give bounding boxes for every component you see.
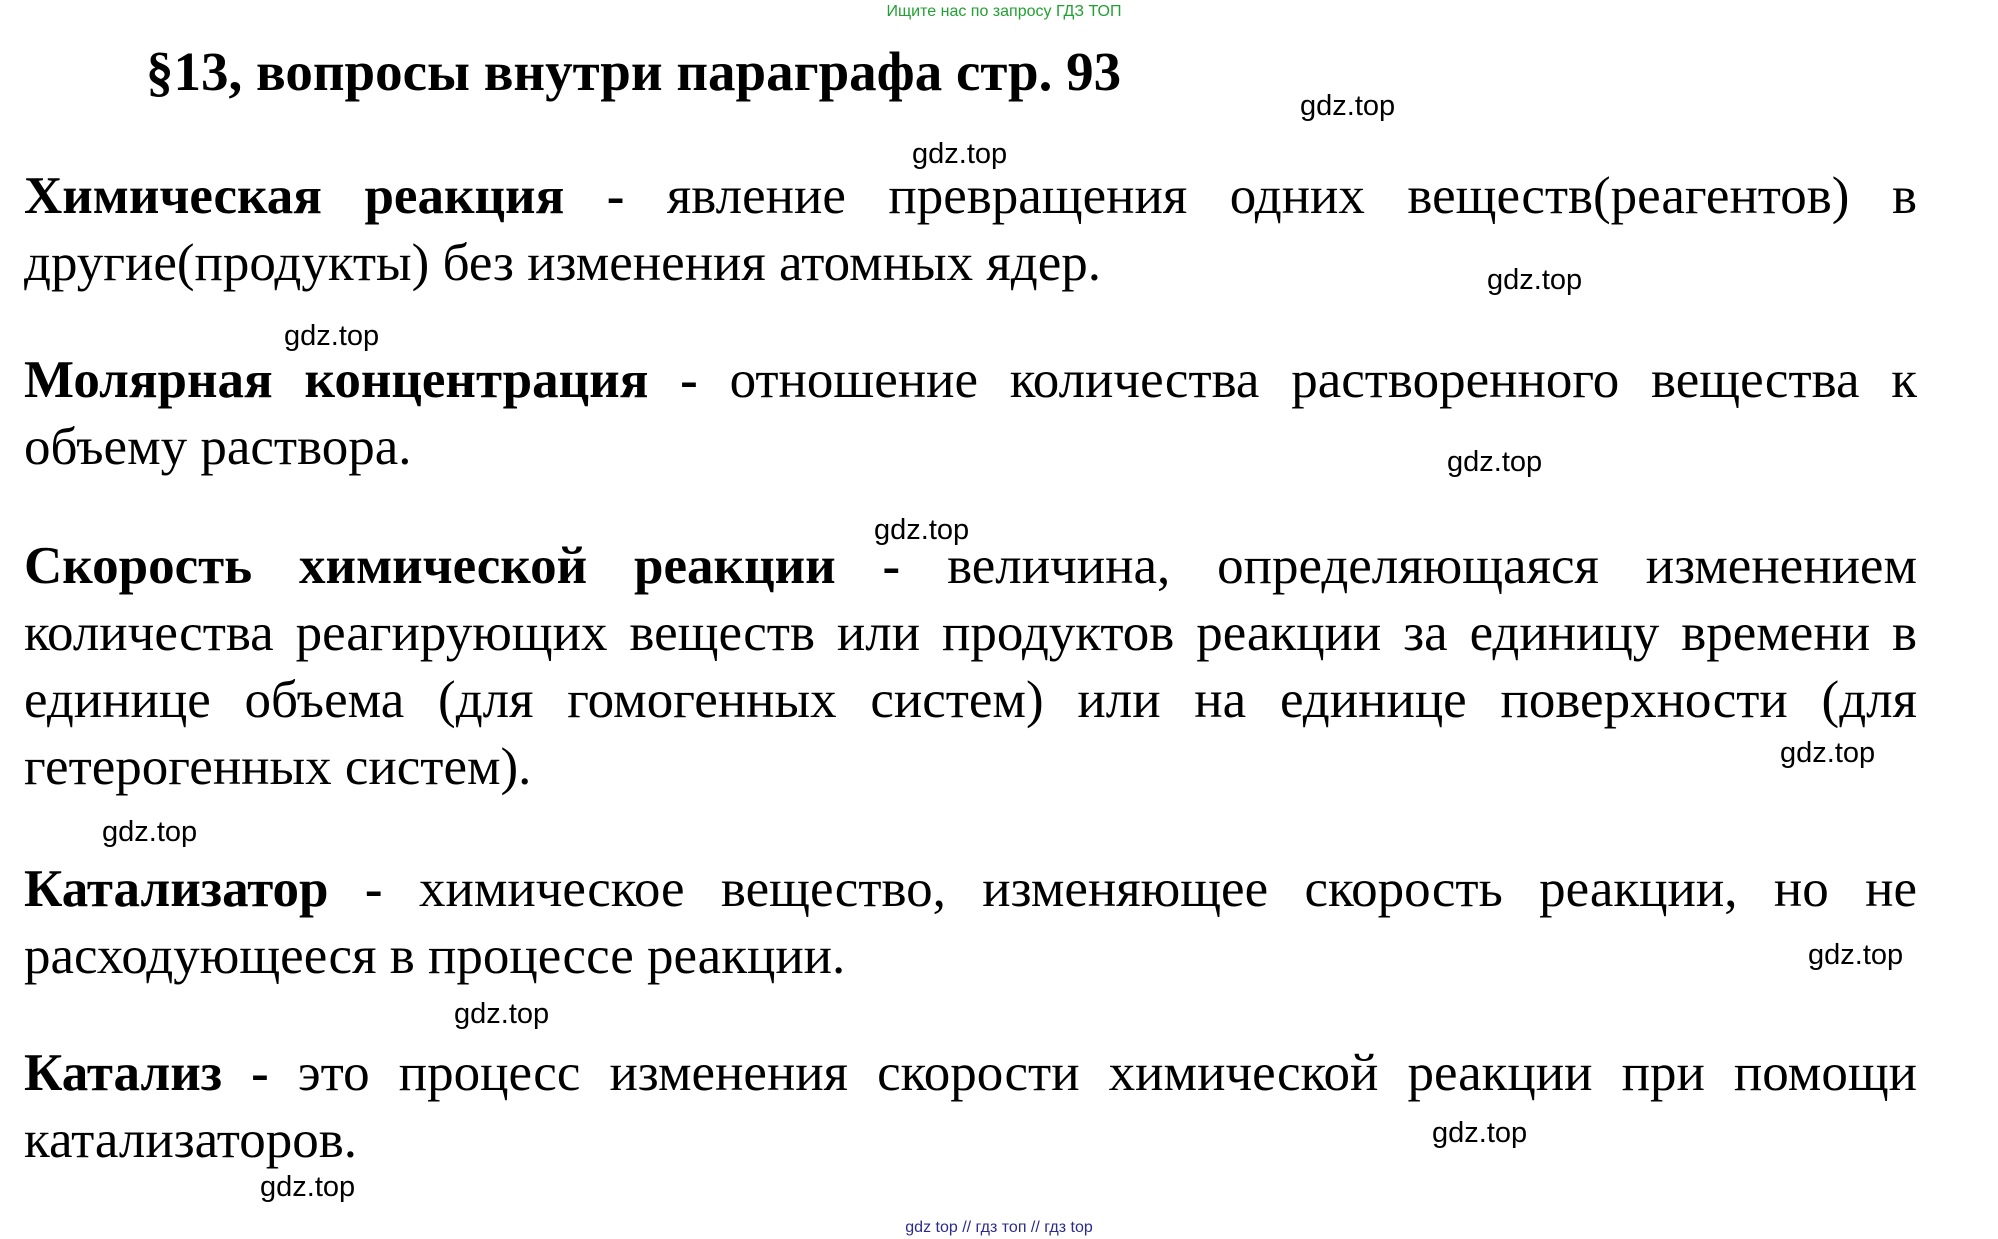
watermark: gdz.top — [1780, 737, 1876, 769]
definition-catalysis — [24, 1040, 1917, 1174]
definition-reaction-rate — [24, 533, 1917, 801]
watermark: gdz.top — [1447, 446, 1543, 478]
watermark: gdz.top — [454, 998, 550, 1030]
definition-molar-concentration — [24, 347, 1917, 481]
definition-text: величина, определяющаяся изменением количества реагирующих веществ или продуктов реакции за единицу времени в единице объема (для гомогенных систем) или на единице поверхности (для гетерогенных систем). — [24, 537, 1917, 796]
definition-chemical-reaction — [24, 163, 1917, 297]
watermark: gdz.top — [284, 320, 380, 352]
definition-catalyst — [24, 856, 1917, 990]
top-note: Ищите нас по запросу ГДЗ ТОП — [886, 3, 1122, 20]
definition-text: отношение количества растворенного вещества к объему раствора. — [24, 351, 1917, 476]
watermark: gdz.top — [1432, 1117, 1528, 1149]
watermark: gdz.top — [874, 514, 970, 546]
definition-term: Скорость химической реакции - — [24, 537, 901, 595]
watermark: gdz.top — [912, 138, 1008, 170]
definition-text: это процесс изменения скорости химической реакции при помощи катализаторов. — [24, 1044, 1917, 1169]
footer-note: gdz top // гдз топ // гдз top — [905, 1219, 1093, 1236]
page-title: §13, вопросы внутри параграфа стр. 93 — [146, 41, 1122, 102]
definition-term: Катализатор - — [24, 860, 383, 918]
definition-text: явление превращения одних веществ(реагентов) в другие(продукты) без изменения атомных ядер. — [24, 167, 1917, 292]
watermark: gdz.top — [1487, 264, 1583, 296]
watermark: gdz.top — [1300, 90, 1396, 122]
definition-text: химическое вещество, изменяющее скорость реакции, но не расходующееся в процессе реакции. — [24, 860, 1918, 985]
definition-term: Молярная концентрация - — [24, 351, 698, 409]
definition-term: Катализ - — [24, 1044, 269, 1102]
watermark: gdz.top — [102, 816, 198, 848]
definition-term: Химическая реакция - — [24, 167, 625, 225]
watermark: gdz.top — [260, 1171, 356, 1203]
watermark: gdz.top — [1808, 939, 1904, 971]
